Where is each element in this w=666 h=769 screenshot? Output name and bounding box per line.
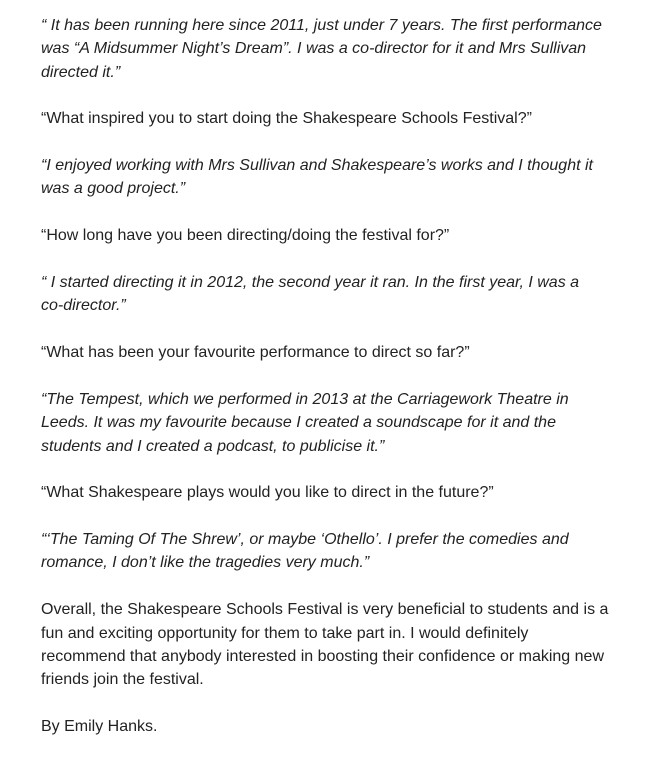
interview-answer: “‘The Taming Of The Shrew’, or maybe ‘Othello’. I prefer the comedies and romance, I don’t like the tragedies very much.” — [41, 531, 569, 572]
author-byline: By Emily Hanks. — [41, 717, 158, 735]
article-body — [41, 14, 651, 738]
interview-question: “What has been your favourite performance to direct so far?” — [41, 344, 470, 362]
interview-question: “What Shakespeare plays would you like to direct in the future?” — [41, 484, 494, 502]
conclusion-paragraph: Overall, the Shakespeare Schools Festival is very beneficial to students and is a fun and exciting opportunity for them to take part in. I would definitely recommend that anybody interested in boosting their confidence or making new friends join the festival. — [41, 601, 609, 689]
interview-answer: “I enjoyed working with Mrs Sullivan and Shakespeare’s works and I thought it was a good project.” — [41, 157, 593, 198]
interview-question: “What inspired you to start doing the Shakespeare Schools Festival?” — [41, 110, 532, 128]
interview-answer: “ It has been running here since 2011, just under 7 years. The first performance was “A Midsummer Night’s Dream”. I was a co-director for it and Mrs Sullivan directed it.” — [41, 17, 602, 81]
interview-answer: “ I started directing it in 2012, the second year it ran. In the first year, I was a co-director.” — [41, 274, 580, 315]
interview-question: “How long have you been directing/doing the festival for?” — [41, 227, 450, 245]
interview-answer: “The Tempest, which we performed in 2013 at the Carriagework Theatre in Leeds. It was my favourite because I created a soundscape for it and the students and I created a podcast, to publicise it.” — [41, 390, 569, 455]
